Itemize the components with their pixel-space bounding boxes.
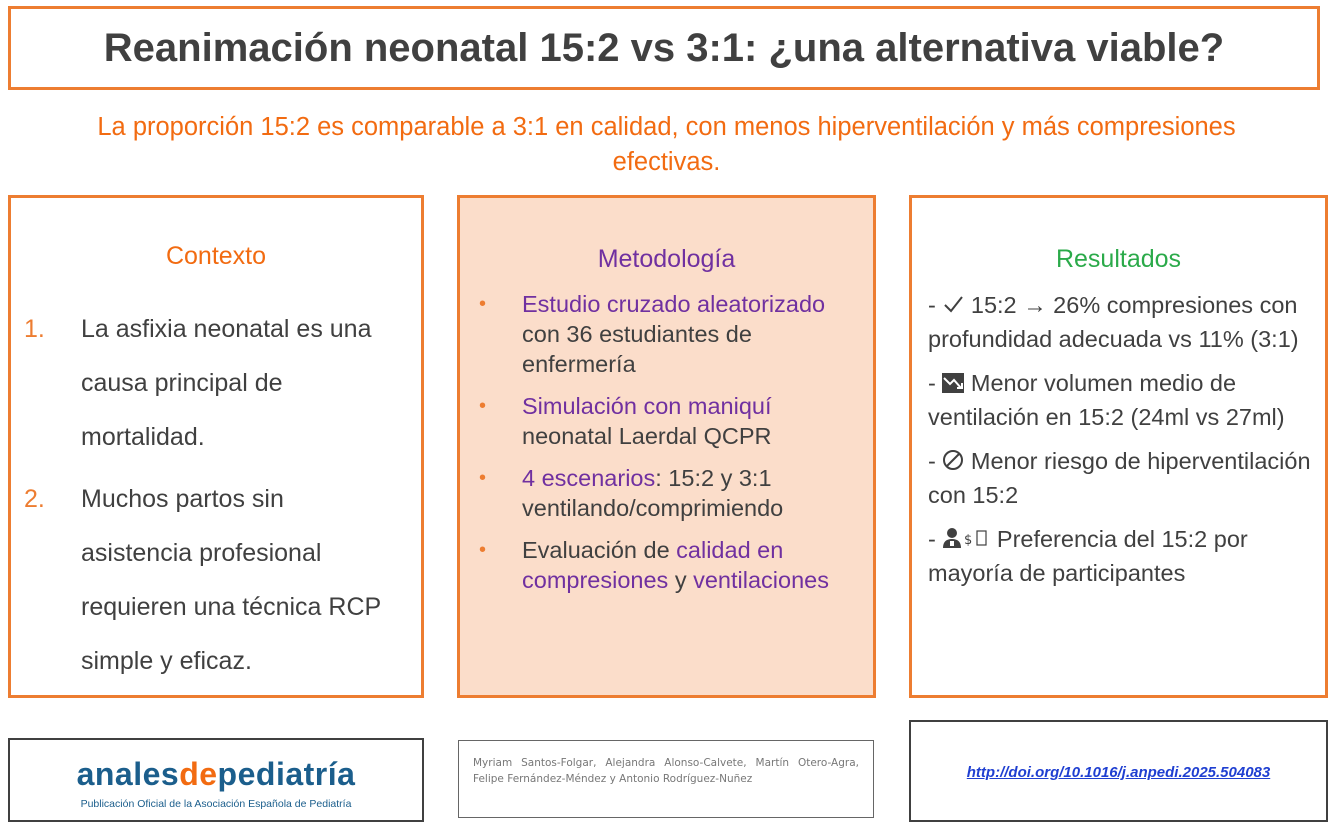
- dash: -: [928, 292, 943, 318]
- dash: -: [928, 448, 943, 474]
- chart-down-icon: [942, 369, 964, 401]
- list-text: y: [668, 567, 694, 593]
- highlight-text: calidad en compresiones: [522, 537, 784, 593]
- logo-part: anales: [76, 756, 180, 792]
- methodology-panel: [457, 195, 876, 698]
- highlight-text: Estudio cruzado aleatorizado: [522, 291, 826, 317]
- health-worker-icon: [942, 525, 990, 557]
- page-title: Reanimación neonatal 15:2 vs 3:1: ¿una alternativa viable?: [103, 25, 1225, 70]
- list-item: [928, 367, 1311, 433]
- list-item: [460, 289, 873, 379]
- list-text: Evaluación de: [522, 537, 677, 563]
- logo-part: de: [179, 756, 218, 792]
- context-list: [11, 302, 421, 688]
- list-item: [11, 302, 421, 464]
- results-panel: [909, 195, 1328, 698]
- bullet: •: [479, 293, 487, 315]
- subtitle: La proporción 15:2 es comparable a 3:1 en calidad, con menos hiperventilación y más compresiones efectivas.: [97, 113, 1236, 176]
- methodology-list: [460, 289, 873, 607]
- doi-box: [909, 720, 1328, 822]
- authors-text: Myriam Santos-Folgar, Alejandra Alonso-Calvete, Martín Otero-Agra, Felipe Fernández-Méndez y Antonio Rodríguez-Nuñez: [473, 757, 859, 785]
- logo-subtitle: Publicación Oficial de la Asociación Española de Pediatría: [80, 798, 352, 810]
- title-box: [8, 6, 1320, 90]
- svg-text:$: $: [964, 533, 973, 548]
- list-item: [928, 523, 1311, 589]
- results-heading: Resultados: [1055, 245, 1182, 273]
- list-item: [460, 391, 873, 451]
- check-icon: [942, 291, 964, 323]
- bullet: •: [479, 395, 487, 417]
- prohibited-icon: [942, 447, 964, 479]
- bullet: •: [479, 539, 487, 561]
- list-text: Preferencia del 15:2 por mayoría de participantes: [928, 526, 1248, 586]
- methodology-heading: Metodología: [597, 245, 736, 273]
- list-text: Muchos partos sin asistencia profesional requieren una técnica RCP simple y eficaz.: [81, 485, 381, 675]
- bullet: •: [479, 467, 487, 489]
- journal-logo: [10, 756, 422, 793]
- list-text: Menor volumen medio de ventilación en 15:2 (24ml vs 27ml): [928, 370, 1285, 430]
- list-item: [928, 445, 1311, 511]
- list-item: [11, 472, 421, 688]
- highlight-text: 4 escenarios: [522, 465, 656, 491]
- highlight-text: ventilaciones: [693, 567, 829, 593]
- logo-part: pediatría: [217, 756, 356, 792]
- list-text: 15:2 → 26% compresiones con profundidad adecuada vs 11% (3:1): [928, 292, 1299, 352]
- doi-link[interactable]: http://doi.org/10.1016/j.anpedi.2025.504083: [966, 764, 1271, 781]
- results-list: [928, 289, 1311, 601]
- list-text: : 15:2 y 3:1 ventilando/comprimiendo: [522, 465, 784, 521]
- list-text: neonatal Laerdal QCPR: [522, 423, 772, 449]
- context-heading: Contexto: [165, 242, 267, 270]
- list-number: 2.: [24, 485, 45, 513]
- list-item: [928, 289, 1311, 355]
- list-text: con 36 estudiantes de enfermería: [522, 321, 752, 377]
- dash: -: [928, 370, 943, 396]
- list-item: [460, 463, 873, 523]
- list-number: 1.: [24, 315, 45, 343]
- journal-logo-box: [8, 738, 424, 822]
- highlight-text: Simulación con maniquí: [522, 393, 772, 419]
- list-text: La asfixia neonatal es una causa principal de mortalidad.: [81, 315, 372, 451]
- context-panel: [8, 195, 424, 698]
- list-item: [460, 535, 873, 595]
- authors-box: [458, 740, 874, 818]
- dash: -: [928, 526, 943, 552]
- list-text: Menor riesgo de hiperventilación con 15:2: [928, 448, 1311, 508]
